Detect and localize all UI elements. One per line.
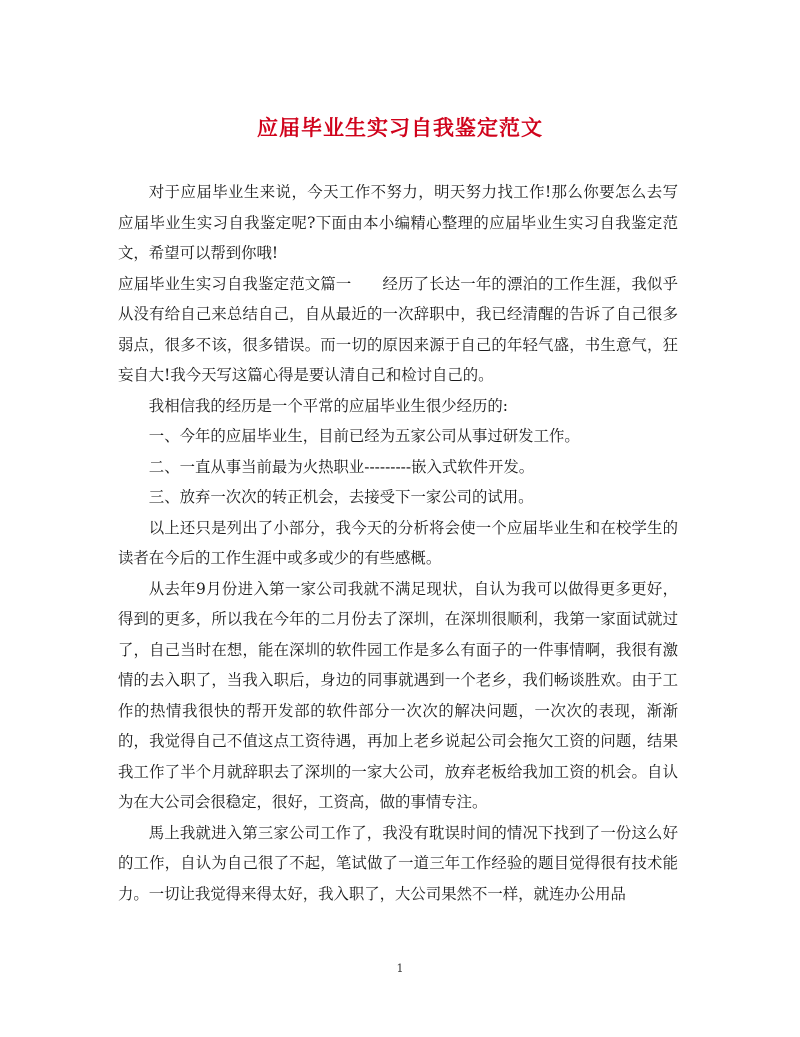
- section-paragraph: [118, 269, 678, 391]
- page-number: 1: [396, 962, 404, 975]
- section-heading: 应届毕业生实习自我鉴定范文篇一: [118, 274, 352, 293]
- body-paragraph-third-company: 馬上我就进入第三家公司工作了，我没有耽误时间的情况下找到了一份这么好的工作，自认为自己很了不起，笔试做了一道三年工作经验的题目觉得很有技术能力。一切让我觉得来得太好，我入职了，大公司果然不一样，就连办公用品: [118, 823, 678, 903]
- body-paragraph-point-two: 二、一直从事当前最为火热职业---------嵌入式软件开发。: [148, 457, 535, 476]
- body-paragraph-point-one: 一、今年的应届毕业生，目前已经为五家公司从事过研发工作。: [148, 427, 580, 445]
- body-paragraph-point-three: 三、放弃一次次的转正机会，去接受下一家公司的试用。: [148, 488, 534, 506]
- document-title: 应届毕业生实习自我鉴定范文: [257, 115, 543, 140]
- section-first-text: 经历了长达一年的漂泊的工作生涯，我似乎从没有给自己来总结自己，自从最近的一次辞职中，我已经清醒的告诉了自己很多弱点，很多不该，很多错误。而一切的原因来源于自己的年轻气盛，书生意气，狂妄自大!我今天写这篇心得是要认清自己和检讨自己的。: [118, 274, 678, 384]
- intro-paragraph: 对于应届毕业生来说，今天工作不努力，明天努力找工作!那么你要怎么去写应届毕业生实习自我鉴定呢?下面由本小编精心整理的应届毕业生实习自我鉴定范文，希望可以帮到你哦!: [118, 183, 678, 262]
- document-body: [118, 177, 678, 909]
- body-paragraph-experience-intro: 我相信我的经历是一个平常的应届毕业生很少经历的:: [148, 396, 508, 415]
- body-paragraph-shenzhen: 从去年9月份进入第一家公司我就不满足现状，自认为我可以做得更多更好，得到的更多，所以我在今年的二月份去了深圳，在深圳很顺利，我第一家面试就过了，自己当时在想，能在深圳的软件园工作是多么有面子的一件事情啊，我很有激情的去入职了，当我入职后，身边的同事就遇到一个老乡，我们畅谈胜欢。由于工作的热情我很快的帮开发部的软件部分一次次的解决问题，一次次的表现，渐渐的，我觉得自己不值这点工资待遇，再加上老乡说起公司会拖欠工资的问题，结果我工作了半个月就辞职去了深圳的一家大公司，放弃老板给我加工资的机会。自认为在大公司会很稳定，很好，工资高，做的事情专注。: [118, 579, 678, 811]
- body-paragraph-summary: 以上还只是列出了小部分，我今天的分析将会使一个应届毕业生和在校学生的读者在今后的工作生涯中或多或少的有些感概。: [118, 518, 678, 567]
